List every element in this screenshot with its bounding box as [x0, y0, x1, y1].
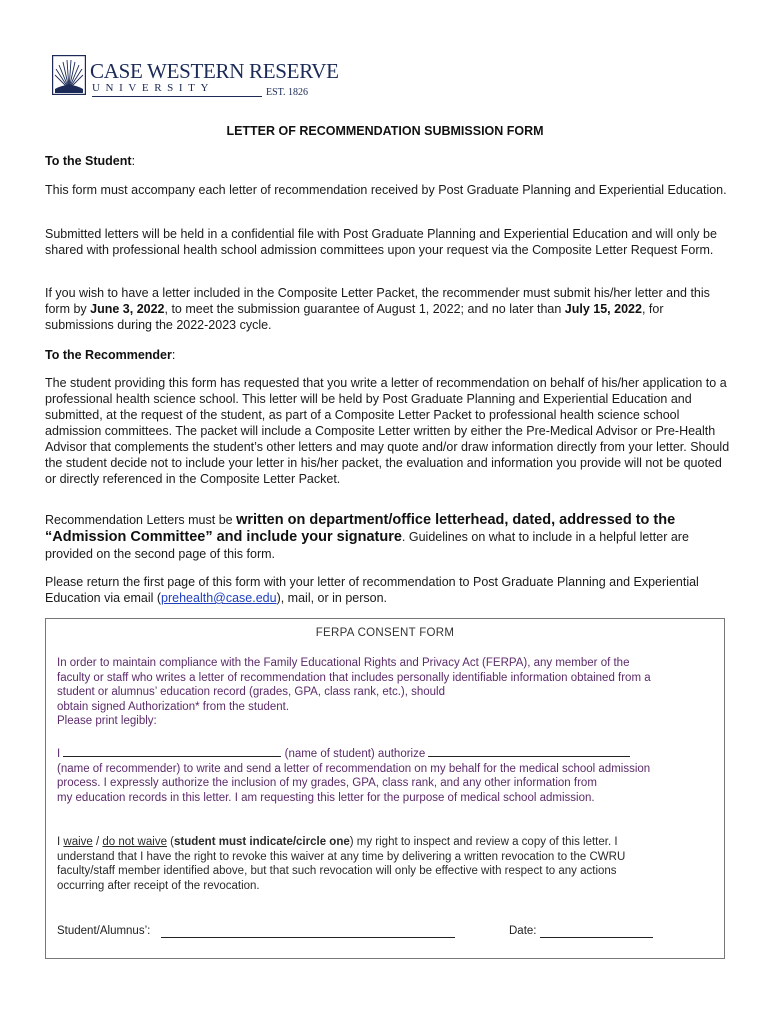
prehealth-email-link[interactable]: prehealth@case.edu: [161, 591, 277, 605]
ferpa-intro: [57, 656, 717, 729]
recommender-p2-a: Recommendation Letters must be: [45, 513, 237, 527]
date-label: Date:: [509, 925, 537, 937]
university-seal-icon: [52, 55, 86, 95]
student-name-input[interactable]: [63, 746, 281, 757]
logo-established: EST. 1826: [266, 87, 309, 98]
recommender-name-input[interactable]: [428, 746, 630, 757]
waiver-separator: /: [92, 836, 103, 848]
recommender-paragraph-1: The student providing this form has requested that you write a letter of recommendation on behalf of his/her application to a professional health science school. This letter will be held by Post Graduate Planning and Experiential Education and submitted, at the request of the student, as part of a Composite Letter Packet to professional health science school admission committees. The packet will include a Composite Letter written by either the Pre-Medical Advisor or Pre-Health Advisor that complements the student’s other letters and may quote and/or draw information directly from your letter. Should the student decide not to include your letter in his/her packet, the evaluation and information you provide will not be quoted or directly referenced in the Composite Letter Packet.: [45, 376, 730, 486]
recommender-p2-b: . Guidelines on what to include in a helpful letter are provided on the second page of this form.: [45, 530, 689, 561]
waiver-line: understand that I have the right to revoke this waiver at any time by delivering a written revocation to the CWRU: [57, 850, 626, 863]
ferpa-title: FERPA CONSENT FORM: [315, 627, 455, 639]
form-title: LETTER OF RECOMMENDATION SUBMISSION FORM: [226, 124, 544, 138]
recommender-paragraph-3: [45, 574, 735, 606]
ferpa-waiver: [57, 835, 717, 893]
university-logo: [52, 55, 339, 103]
deadline-date-2: July 15, 2022: [564, 302, 642, 316]
student-heading-text: To the Student: [45, 154, 132, 168]
student-paragraph-1: This form must accompany each letter of recommendation received by Post Graduate Planning and Experiential Education.: [45, 183, 727, 197]
ferpa-intro-line: Please print legibly:: [57, 715, 157, 727]
ferpa-consent-box: [45, 618, 725, 959]
waiver-rest: ) my right to inspect and review a copy of this letter. I: [349, 836, 618, 848]
student-p3-a: If you wish to have a letter included in the Composite Letter Packet, the recommender must submit his/her letter and this form by: [45, 286, 710, 316]
student-paragraph-2: Submitted letters will be held in a confidential file with Post Graduate Planning and Experiential Education and will only be shared with professional health school admission committees upon your request via the Composite Letter Request Form.: [45, 227, 717, 257]
waiver-line: faculty/staff member identified above, but that such revocation will only be effective with respect to any actions: [57, 865, 617, 877]
authorization-line: my education records in this letter. I am requesting this letter for the purpose of medical school admission.: [57, 791, 595, 804]
student-signature-label: Student/Alumnus’:: [57, 925, 151, 937]
signature-row: [57, 925, 717, 941]
waiver-instruction: student must indicate/circle one: [174, 836, 350, 848]
student-paragraph-3: [45, 285, 735, 333]
recommender-heading-text: To the Recommender: [45, 348, 172, 362]
ferpa-intro-line: faculty or staff who writes a letter of recommendation that includes personally identifiable information obtained from a: [57, 671, 651, 684]
ferpa-authorization: [57, 746, 717, 805]
student-signature-field[interactable]: [161, 937, 455, 938]
waiver-line: occurring after receipt of the revocation.: [57, 879, 260, 892]
student-heading: To the Student:: [45, 154, 136, 168]
recommender-paragraph-2: [45, 512, 735, 563]
waiver-i: I: [57, 836, 64, 848]
recommender-p3-b: ), mail, or in person.: [276, 591, 388, 605]
student-p3-c: , for submissions during the 2022-2023 cycle.: [45, 302, 664, 332]
logo-university: UNIVERSITY: [92, 82, 214, 94]
ferpa-intro-line: student or alumnus’ education record (grades, GPA, class rank, etc.), should: [57, 686, 445, 698]
waiver-paren-open: (: [166, 836, 174, 848]
ferpa-intro-line: In order to maintain compliance with the Family Educational Rights and Privacy Act (FERPA), any member of the: [57, 657, 630, 669]
logo-name: CASE WESTERN RESERVE: [90, 59, 339, 83]
authorization-blank-line: [57, 746, 717, 762]
student-p3-b: , to meet the submission guarantee of August 1, 2022; and no later than: [164, 302, 565, 316]
ferpa-intro-line: obtain signed Authorization* from the student.: [57, 700, 290, 713]
do-not-waive-option[interactable]: do not waive: [102, 836, 167, 848]
waive-option[interactable]: waive: [63, 836, 93, 848]
recommender-p3-a: Please return the first page of this form with your letter of recommendation to Post Graduate Planning and Experiential Education via email (: [45, 575, 699, 605]
authorization-line: (name of recommender) to write and send a letter of recommendation on my behalf for the medical school admission: [57, 762, 651, 775]
auth-i: I: [57, 748, 61, 760]
logo-rule: [92, 96, 262, 97]
waiver-first-line: [57, 835, 717, 850]
auth-name-of-student: (name of student) authorize: [284, 748, 426, 760]
authorization-line: process. I expressly authorize the inclusion of my grades, GPA, class rank, and any other information from: [57, 777, 597, 789]
letterhead-requirement: written on department/office letterhead, dated, addressed to the “Admission Committee” and include your signature: [45, 512, 676, 545]
recommender-heading: To the Recommender:: [45, 348, 176, 362]
date-field[interactable]: [540, 937, 653, 938]
deadline-date-1: June 3, 2022: [90, 302, 165, 316]
